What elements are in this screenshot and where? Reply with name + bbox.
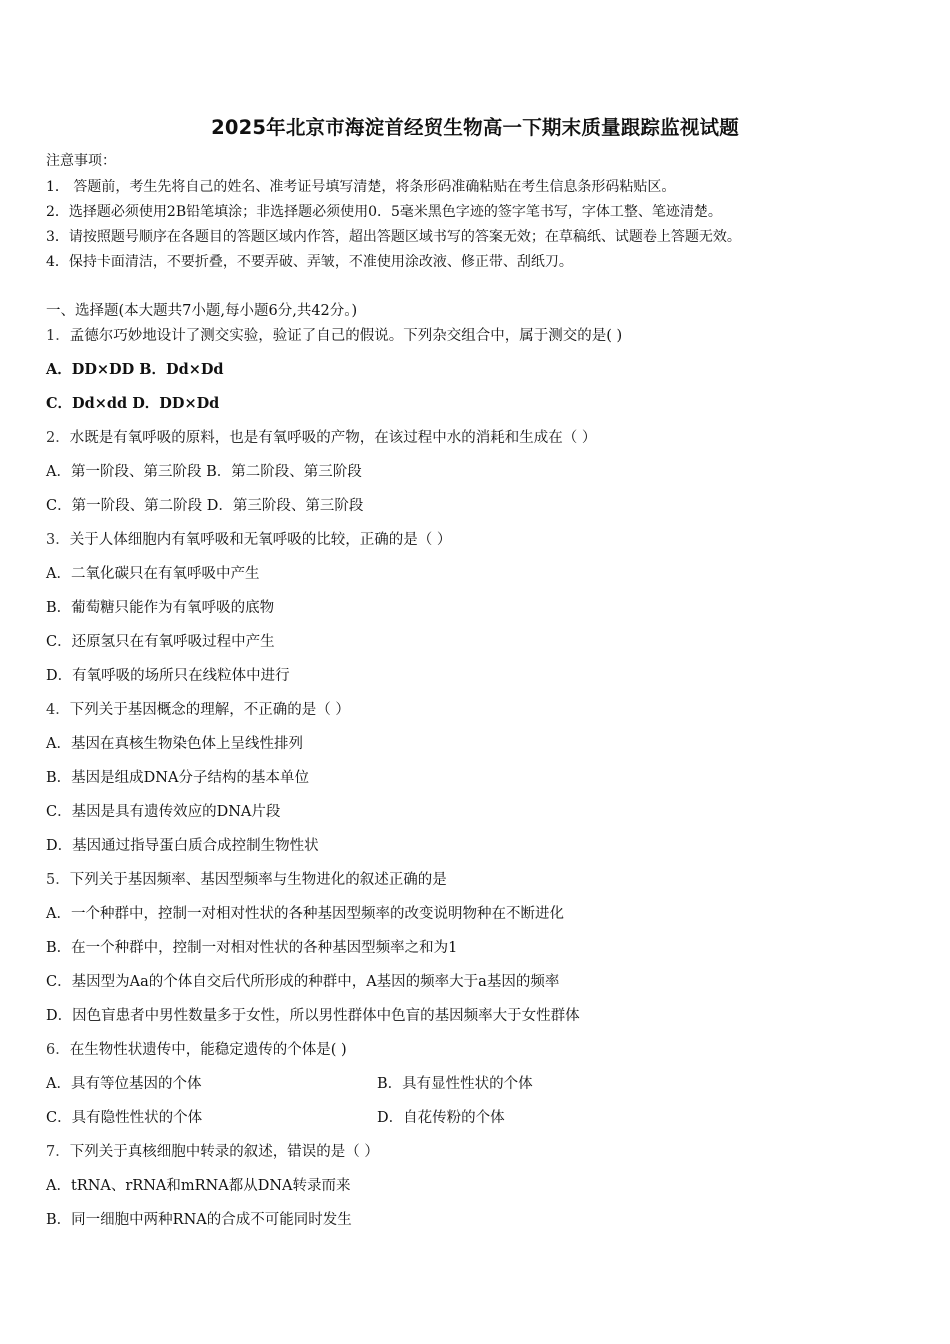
question-number: 1． bbox=[46, 328, 70, 344]
question-text: 水既是有氧呼吸的原料，也是有氧呼吸的产物，在该过程中水的消耗和生成在（ ） bbox=[69, 430, 597, 446]
option-line: D．有氧呼吸的场所只在线粒体中进行 bbox=[46, 668, 290, 684]
question-stem bbox=[46, 531, 451, 549]
option-line: B．具有显性性状的个体 bbox=[377, 1076, 533, 1092]
question-text: 下列关于基因概念的理解，不正确的是（ ） bbox=[69, 702, 350, 718]
option-line: A．DD×DD B．Dd×Dd bbox=[46, 361, 224, 378]
question-text: 在生物性状遗传中，能稳定遗传的个体是( ) bbox=[69, 1042, 347, 1058]
option-line: B．同一细胞中两种RNA的合成不可能同时发生 bbox=[46, 1212, 352, 1228]
option-line: C．基因型为Aa的个体自交后代所形成的种群中，A基因的频率大于a基因的频率 bbox=[46, 974, 560, 990]
question-number: 3． bbox=[46, 532, 70, 548]
notice-item: 4．保持卡面清洁，不要折叠，不要弄破、弄皱，不准使用涂改液、修正带、刮纸刀。 bbox=[46, 254, 573, 270]
question-stem bbox=[46, 327, 622, 345]
option-line: A．第一阶段、第三阶段 B．第二阶段、第三阶段 bbox=[46, 464, 362, 480]
option-line: C．具有隐性性状的个体 bbox=[46, 1110, 203, 1126]
notice-item: 3．请按照题号顺序在各题目的答题区域内作答，超出答题区域书写的答案无效；在草稿纸、试题卷上答题无效。 bbox=[46, 229, 741, 245]
question-number: 2． bbox=[46, 430, 70, 446]
option-line: B．基因是组成DNA分子结构的基本单位 bbox=[46, 770, 309, 786]
question-text: 孟德尔巧妙地设计了测交实验，验证了自己的假说。下列杂交组合中，属于测交的是( ) bbox=[69, 328, 623, 344]
question-number: 7． bbox=[46, 1144, 70, 1160]
question-stem bbox=[46, 1041, 347, 1059]
question-stem bbox=[46, 1143, 379, 1161]
question-number: 4． bbox=[46, 702, 70, 718]
question-text: 关于人体细胞内有氧呼吸和无氧呼吸的比较，正确的是（ ） bbox=[69, 532, 452, 548]
option-line: A．tRNA、rRNA和mRNA都从DNA转录而来 bbox=[46, 1178, 351, 1194]
question-number: 6． bbox=[46, 1042, 70, 1058]
option-line: A．基因在真核生物染色体上呈线性排列 bbox=[46, 736, 303, 752]
option-line: B．在一个种群中，控制一对相对性状的各种基因型频率之和为1 bbox=[46, 940, 458, 956]
option-line: A．二氧化碳只在有氧呼吸中产生 bbox=[46, 566, 260, 582]
option-line: A．一个种群中，控制一对相对性状的各种基因型频率的改变说明物种在不断进化 bbox=[46, 906, 564, 922]
option-line: C．第一阶段、第二阶段 D．第三阶段、第三阶段 bbox=[46, 498, 364, 514]
question-number: 5． bbox=[46, 872, 70, 888]
page-title: 2025年北京市海淀首经贸生物高一下期末质量跟踪监视试题 bbox=[211, 116, 739, 139]
option-line: C．基因是具有遗传效应的DNA片段 bbox=[46, 804, 281, 820]
option-line: D．基因通过指导蛋白质合成控制生物性状 bbox=[46, 838, 319, 854]
section-heading: 一、选择题(本大题共7小题,每小题6分,共42分。) bbox=[46, 303, 358, 319]
notice-item: 1． 答题前，考生先将自己的姓名、准考证号填写清楚，将条形码准确粘贴在考生信息条形码粘贴区。 bbox=[46, 179, 676, 195]
notice-item: 2．选择题必须使用2B铅笔填涂；非选择题必须使用0．5毫米黑色字迹的签字笔书写，字体工整、笔迹清楚。 bbox=[46, 204, 722, 220]
notice-heading: 注意事项： bbox=[46, 153, 116, 169]
question-stem bbox=[46, 701, 350, 719]
option-line: C．还原氢只在有氧呼吸过程中产生 bbox=[46, 634, 275, 650]
question-stem bbox=[46, 429, 596, 447]
question-text: 下列关于基因频率、基因型频率与生物进化的叙述正确的是 bbox=[69, 872, 447, 888]
question-text: 下列关于真核细胞中转录的叙述，错误的是（ ） bbox=[69, 1144, 379, 1160]
option-line: D．因色盲患者中男性数量多于女性，所以男性群体中色盲的基因频率大于女性群体 bbox=[46, 1008, 580, 1024]
option-line: D．自花传粉的个体 bbox=[377, 1110, 505, 1126]
option-line: C．Dd×dd D．DD×Dd bbox=[46, 395, 220, 412]
option-line: A．具有等位基因的个体 bbox=[46, 1076, 202, 1092]
option-line: B．葡萄糖只能作为有氧呼吸的底物 bbox=[46, 600, 275, 616]
question-stem bbox=[46, 871, 447, 889]
